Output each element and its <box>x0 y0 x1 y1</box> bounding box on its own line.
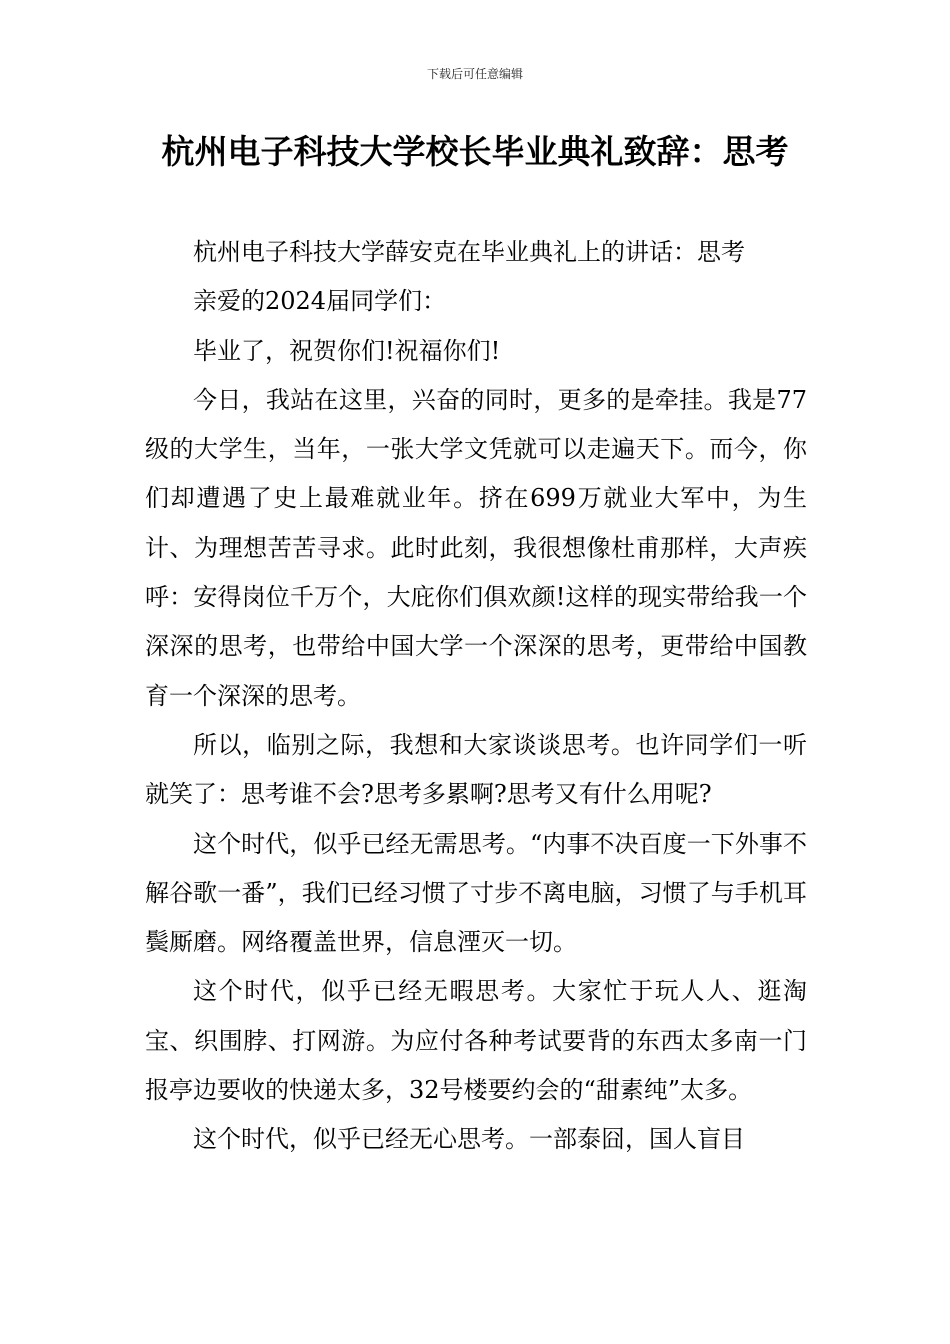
paragraph-body: 所以，临别之际，我想和大家谈谈思考。也许同学们一听就笑了：思考谁不会?思考多累啊?思考又有什么用呢? <box>145 730 807 809</box>
paragraph-body: 这个时代，似乎已经无需思考。“内事不决百度一下外事不解谷歌一番”，我们已经习惯了寸步不离电脑，习惯了与手机耳鬓厮磨。网络覆盖世界，信息湮灭一切。 <box>145 829 807 957</box>
paragraph-body: 这个时代，似乎已经无心思考。一部泰囧，国人盲目 <box>193 1125 745 1154</box>
paragraph-congrats: 毕业了，祝贺你们!祝福你们! <box>193 336 501 365</box>
paragraph-body: 这个时代，似乎已经无暇思考。大家忙于玩人人、逛淘宝、织围脖、打网游。为应付各种考试要背的东西太多南一门报亭边要收的快递太多，32号楼要约会的“甜素纯”太多。 <box>145 977 807 1105</box>
paragraph-subtitle: 杭州电子科技大学薛安克在毕业典礼上的讲话：思考 <box>193 238 745 266</box>
document-title: 杭州电子科技大学校长毕业典礼致辞：思考 <box>161 132 789 171</box>
document-body <box>145 228 807 1165</box>
header-note: 下载后可任意编辑 <box>426 67 523 81</box>
paragraph-body: 今日，我站在这里，兴奋的同时，更多的是牵挂。我是77级的大学生，当年，一张大学文凭就可以走遍天下。而今，你们却遭遇了史上最难就业年。挤在699万就业大军中，为生计、为理想苦苦寻求。此时此刻，我很想像杜甫那样，大声疾呼：安得岗位千万个，大庇你们俱欢颜!这样的现实带给我一个深深的思考，也带给中国大学一个深深的思考，更带给中国教育一个深深的思考。 <box>145 385 807 710</box>
paragraph-greeting: 亲爱的2024届同学们： <box>193 287 447 316</box>
